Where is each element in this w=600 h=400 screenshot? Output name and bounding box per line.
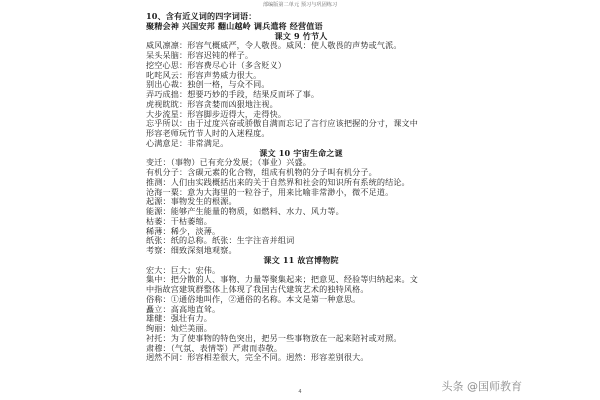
text-line: 迥然不同：形容相差很大，完全不同。迥然：形容差别很大。 [146,352,369,363]
text-line: 聚精会神 兴国安邦 翻山越岭 调兵遣将 经营值语 [146,20,323,31]
text-line: 集中：把分散的人、事物、力量等聚集起来；把意见、经验等归纳起来。文 [146,274,419,285]
text-line: 别出心裁：独创一格，与众不同。 [146,79,270,90]
text-line: 衬托：为了使事物的特色突出，把另一些事物放在一起来陪衬或对照。 [146,332,402,343]
section-heading: 课文 9 竹节人 [274,30,328,41]
text-line: 心满意足：非常满足。 [146,137,229,148]
text-line: 威风凛凛：形容气概威严，令人敬畏。威风：使人敬畏的声势或气派。 [146,40,402,51]
section-heading: 课文 11 故宫博物院 [263,254,339,265]
text-line: 有机分子：含碳元素的化合物，组成有机物的分子叫有机分子。 [146,167,377,177]
document-body [146,12,456,363]
text-line: 变迁：（事物）已有充分发展；（事业）兴盛。 [146,157,312,168]
text-line: 虎视眈眈：形容贪婪而凶狠地注视。 [146,98,278,109]
watermark [442,378,523,394]
text-line: 能源：能够产生能量的物质，如燃料、水力、风力等。 [146,206,344,216]
text-line: 宏大：巨大；宏伟。 [146,264,221,275]
text-line: 矗立：高高地直耸。 [146,303,221,314]
page-number: 4 [298,389,302,395]
text-line: 推测：人们由实践概括出来的关于自然界和社会的知识所有系统的结论。 [146,176,410,187]
text-line: 肃穆：（气氛、表情等）严肃而恭敬。 [146,342,283,353]
text-line: 中指故宫建筑群整体上体现了我国古代建筑艺术的独特风格。 [146,284,369,294]
text-line: 雄健：强壮有力。 [146,313,212,324]
text-line: 起源：事物发生的根源。 [146,196,237,207]
text-line: 呆头呆脑：形容迟钝的样子。 [146,50,254,60]
section-heading: 课文 10 宇宙生命之谜 [259,147,343,158]
text-line: 叱咤风云：形容声势威力很大。 [146,69,262,80]
text-line: 纸张：纸的总称。纸张：生字注音并组词 [146,235,295,246]
text-line: 枯萎：干枯萎缩。 [146,215,212,226]
header-note: 部编版第二单元 预习与巩固练习 [262,2,338,8]
text-line: 俗称：①通俗地叫作，②通俗的名称。本文是第一种意思。 [146,293,361,304]
watermark-text: 头条 @国师教育 [441,380,522,393]
text-line: 绚丽：灿烂美丽。 [146,323,212,333]
text-line: 挖空心思：形容费尽心计（多含贬义） [146,59,287,70]
text-line: 10、含有近义词的四字词语： [146,11,257,21]
text-line: 考察：细致深刻地观察。 [146,245,237,255]
text-line: 稀薄：稀少，淡薄。 [146,225,221,236]
text-line: 形容老师玩竹节人时的入迷程度。 [146,128,270,138]
text-line: 弄巧成拙：想要巧妙的手段，结果反而坏了事。 [146,89,320,99]
text-line: 大步流星：形容脚步迈得大，走得快。 [146,108,287,119]
text-line: 沧海一粟：意为大海里的一粒谷子，用来比喻非常渺小，微不足道。 [146,186,394,197]
text-line: 忘乎所以：由于过度兴奋或骄傲自满而忘记了言行应该把握的分寸，课文中 [146,118,419,129]
